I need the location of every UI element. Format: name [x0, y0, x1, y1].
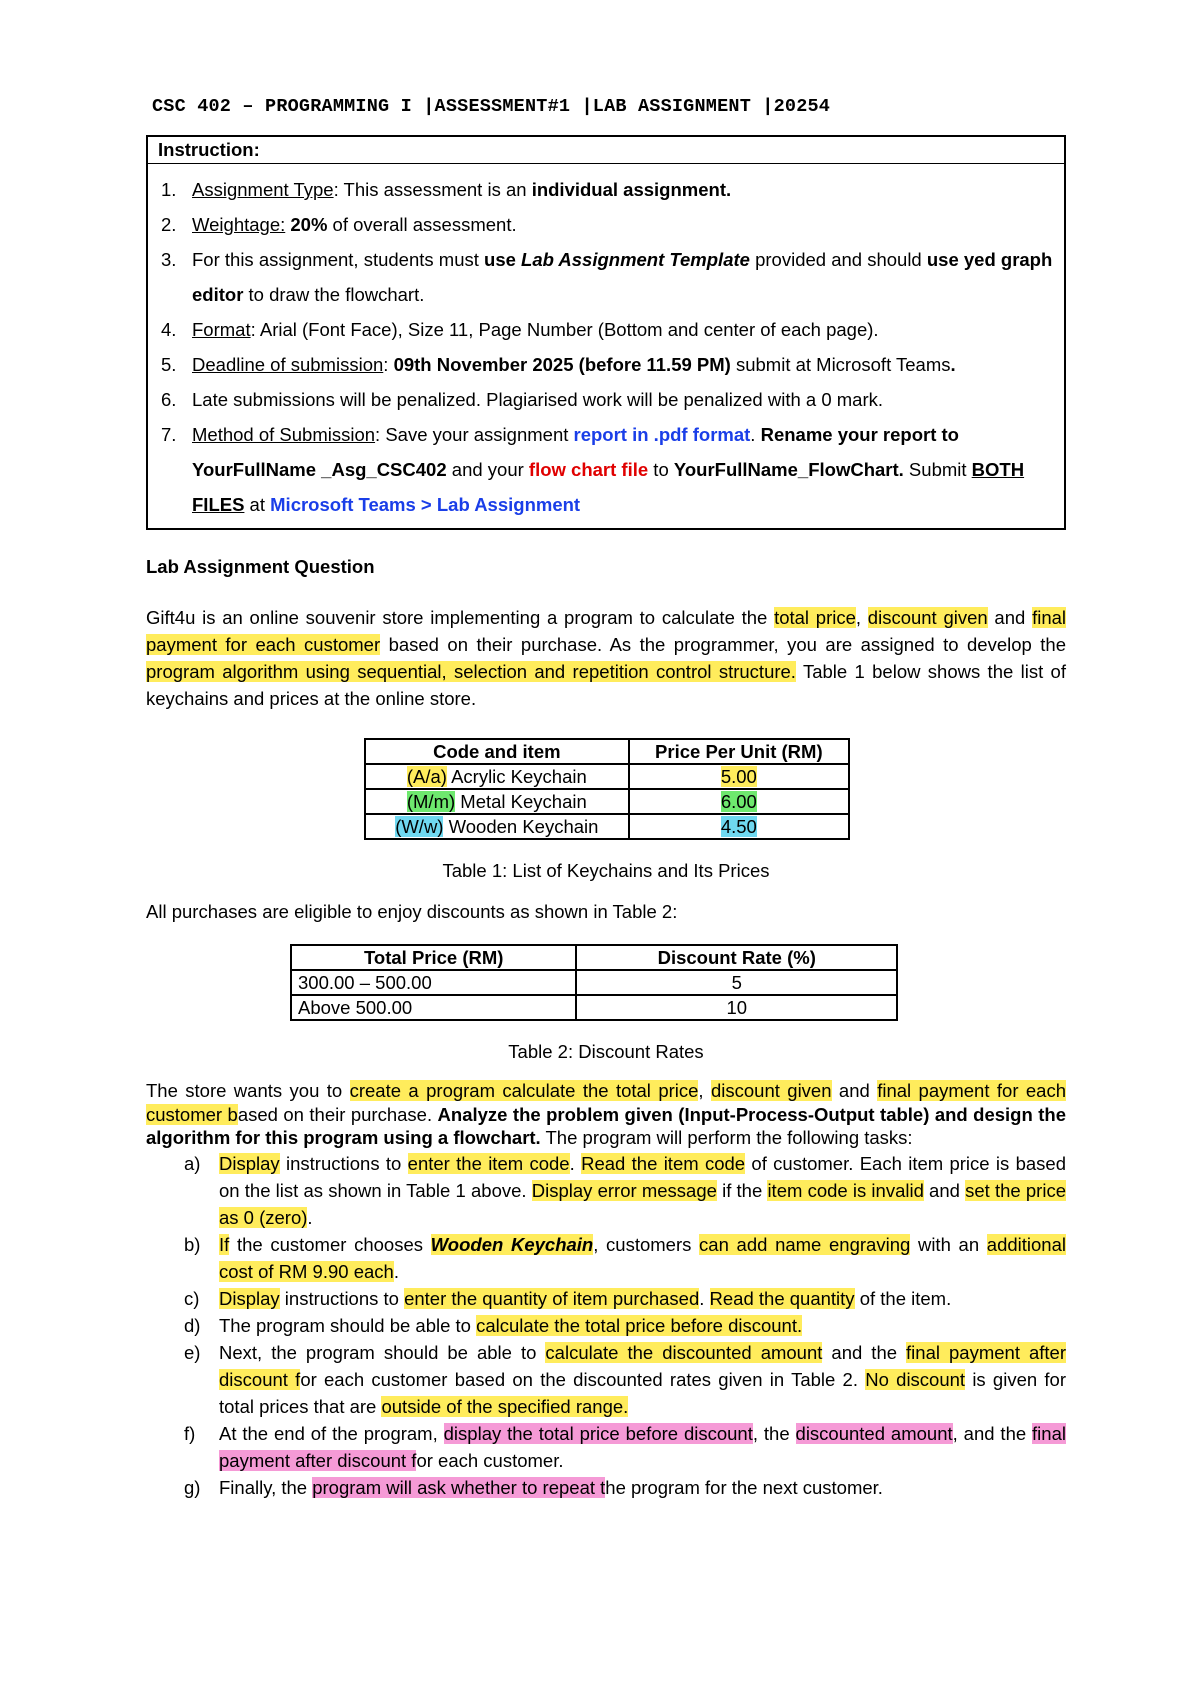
table-header-row: Total Price (RM) Discount Rate (%) [291, 945, 897, 970]
store-paragraph: The store wants you to create a program calculate the total price, discount given and final payment for each customer based on their purchase. Analyze the problem given (Input-Process-Output table) and design the algorithm for this program using a flowchart. The program will perform the following tasks: [146, 1080, 1066, 1148]
table2-caption: Table 2: Discount Rates [508, 1041, 704, 1062]
instruction-box [146, 135, 1066, 530]
instruction-heading: Instruction: [148, 137, 1064, 164]
list-item: g) Finally, the program will ask whether to repeat the program for the next customer. [184, 1476, 883, 1498]
instruction-item: 6. Late submissions will be penalized. Plagiarised work will be penalized with a 0 mark. [161, 389, 884, 410]
list-item: e) Next, the program should be able to calculate the discounted amount and the final payment after discount for each customer based on the discounted rates given in Table 2. No discount is given for total prices that are outside of the specified range. [184, 1341, 1066, 1417]
table-row: (W/w) Wooden Keychain 4.50 [365, 814, 849, 839]
instruction-item: 1. Assignment Type: This assessment is an individual assignment. [161, 179, 732, 200]
instruction-item: 3. For this assignment, students must use Lab Assignment Template provided and should use yed graph editor to draw the flowchart. [161, 249, 1053, 305]
page-title: CSC 402 – PROGRAMMING I |ASSESSMENT#1 |LAB ASSIGNMENT |20254 [152, 96, 831, 117]
intro-paragraph: Gift4u is an online souvenir store implementing a program to calculate the total price, discount given and final payment for each customer based on their purchase. As the programmer, you are assigned to develop the program algorithm using sequential, selection and repetition control structure. Table 1 below shows the list of keychains and prices at the online store. [146, 607, 1067, 709]
question-heading: Lab Assignment Question [146, 556, 375, 577]
table-row: Above 500.00 10 [291, 995, 897, 1020]
table-row: (M/m) Metal Keychain 6.00 [365, 789, 849, 814]
table-header-row: Code and item Price Per Unit (RM) [365, 739, 849, 764]
list-item: c) Display instructions to enter the quantity of item purchased. Read the quantity of the item. [184, 1287, 952, 1309]
keychain-price-table [364, 738, 850, 840]
instruction-item: 2. Weightage: 20% of overall assessment. [161, 214, 517, 235]
instruction-item: 4. Format: Arial (Font Face), Size 11, Page Number (Bottom and center of each page). [161, 319, 879, 340]
instruction-list [148, 164, 1064, 528]
document-page [146, 96, 1066, 1501]
instruction-item: 5. Deadline of submission: 09th November 2025 (before 11.59 PM) submit at Microsoft Teams. [161, 354, 956, 375]
table1-caption: Table 1: List of Keychains and Its Prices [442, 860, 770, 881]
table-row: 300.00 – 500.00 5 [291, 970, 897, 995]
discount-intro: All purchases are eligible to enjoy discounts as shown in Table 2: [146, 901, 678, 922]
table-row: (A/a) Acrylic Keychain 5.00 [365, 764, 849, 789]
instruction-item: 7. Method of Submission: Save your assignment report in .pdf format. Rename your report to YourFullName _Asg_CSC402 and your flow chart file to YourFullName_FlowChart. Submit BOTH FILES at Microsoft Teams > Lab Assignment [161, 424, 1025, 515]
list-item: d) The program should be able to calculate the total price before discount. [184, 1314, 803, 1336]
task-list [146, 1150, 1066, 1501]
list-item: a) Display instructions to enter the item code. Read the item code of customer. Each item price is based on the list as shown in Table 1 above. Display error message if the item code is invalid and set the price as 0 (zero). [184, 1152, 1067, 1228]
list-item: f) At the end of the program, display the total price before discount, the discounted amount, and the final payment after discount for each customer. [184, 1422, 1066, 1471]
list-item: b) If the customer chooses Wooden Keychain, customers can add name engraving with an additional cost of RM 9.90 each. [184, 1233, 1066, 1282]
discount-rate-table [290, 944, 898, 1021]
